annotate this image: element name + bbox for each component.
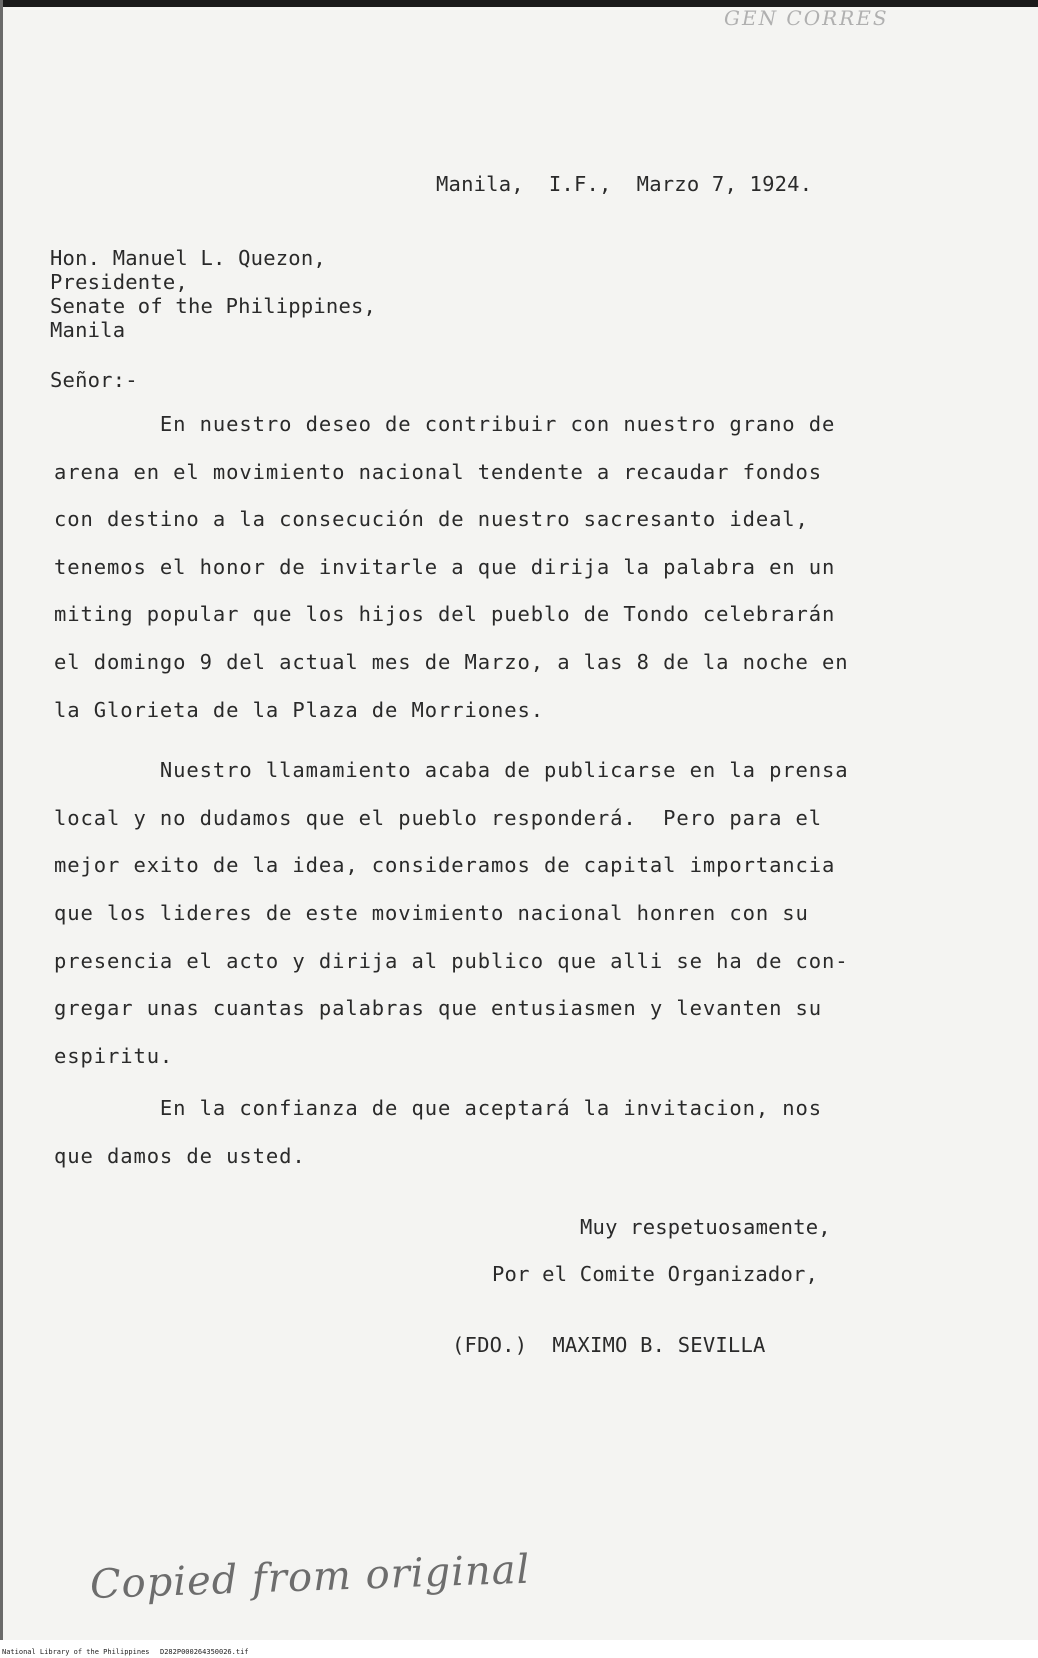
scan-left-edge <box>0 0 3 1640</box>
paragraph-line: local y no dudamos que el pueblo responderá. Pero para el <box>54 806 823 830</box>
signature-line: (FDO.) MAXIMO B. SEVILLA <box>452 1333 766 1357</box>
paragraph-line: Nuestro llamamiento acaba de publicarse en la prensa <box>54 758 849 782</box>
paragraph-line: que los lideres de este movimiento nacional honren con su <box>54 901 809 925</box>
recipient-title: Presidente, <box>50 270 188 294</box>
salutation: Señor:- <box>50 368 138 392</box>
paragraph-line: En la confianza de que aceptará la invitacion, nos <box>54 1096 823 1120</box>
paragraph-line: tenemos el honor de invitarle a que dirija la palabra en un <box>54 555 836 579</box>
paragraph-line: el domingo 9 del actual mes de Marzo, a las 8 de la noche en <box>54 650 849 674</box>
paragraph-line: espiritu. <box>54 1044 174 1068</box>
recipient-institution: Senate of the Philippines, <box>50 294 377 318</box>
paragraph-line: gregar unas cuantas palabras que entusiasmen y levanten su <box>54 996 823 1020</box>
paragraph-line: mejor exito de la idea, consideramos de capital importancia <box>54 853 836 877</box>
paragraph-line: arena en el movimiento nacional tendente a recaudar fondos <box>54 460 823 484</box>
footer-strip <box>0 1640 1038 1658</box>
recipient-city: Manila <box>50 318 126 342</box>
handwritten-note: Copied from original <box>89 1546 532 1608</box>
closing-committee: Por el Comite Organizador, <box>492 1262 819 1286</box>
paragraph-line: En nuestro deseo de contribuir con nuestro grano de <box>54 412 836 436</box>
dateline: Manila, I.F., Marzo 7, 1924. <box>436 172 813 196</box>
paragraph-line: miting popular que los hijos del pueblo de Tondo celebrarán <box>54 602 836 626</box>
footer-library: National Library of the Philippines <box>2 1648 150 1656</box>
closing-line: Muy respetuosamente, <box>580 1215 831 1239</box>
paragraph-line: la Glorieta de la Plaza de Morriones. <box>54 698 544 722</box>
recipient-name: Hon. Manuel L. Quezon, <box>50 246 326 270</box>
paragraph-line: con destino a la consecución de nuestro sacresanto ideal, <box>54 507 809 531</box>
paragraph-line: que damos de usted. <box>54 1144 306 1168</box>
pencil-annotation: GEN CORRES <box>724 6 889 30</box>
paragraph-line: presencia el acto y dirija al publico que alli se ha de con- <box>54 949 849 973</box>
footer-filename: D282P000264350026.tif <box>160 1648 249 1656</box>
